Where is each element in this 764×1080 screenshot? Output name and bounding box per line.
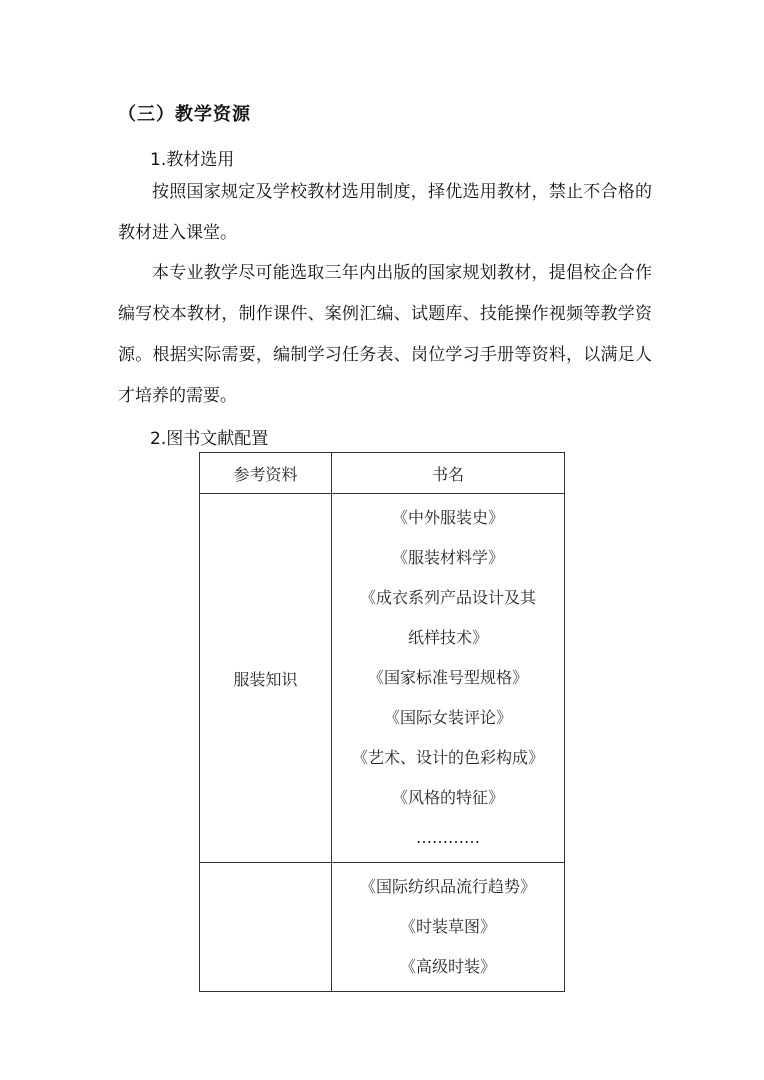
book-title: 《艺术、设计的色彩构成》 <box>351 748 544 767</box>
textbook-paragraph-2: 本专业教学尽可能选取三年内出版的国家规划教材，提倡校企合作编写校本教材，制作课件、案例汇编、试题库、技能操作视频等教学资源。根据实际需要，编制学习任务表、岗位学习手册等资料，以满足人才培养的需要。 <box>118 263 652 406</box>
book-title: 《成衣系列产品设计及其 <box>359 588 536 607</box>
table-row <box>200 863 565 992</box>
ellipsis-more: ………… <box>416 828 480 847</box>
table-header-row <box>200 453 565 494</box>
book-title: 《服装材料学》 <box>391 548 504 567</box>
category-cell: 服装知识 <box>200 494 332 863</box>
section-heading: （三）教学资源 <box>118 104 251 125</box>
header-book-title: 书名 <box>332 453 565 494</box>
book-title: 《国际纺织品流行趋势》 <box>359 877 536 896</box>
table-row <box>200 494 565 863</box>
textbook-heading: 1.教材选用 <box>150 150 235 170</box>
book-list-cell <box>332 863 565 992</box>
book-title: 《风格的特征》 <box>391 788 504 807</box>
book-title: 《高级时装》 <box>399 957 496 976</box>
library-heading: 2.图书文献配置 <box>150 429 269 449</box>
book-list-cell <box>332 494 565 863</box>
book-title: 《时装草图》 <box>399 917 496 936</box>
reference-table <box>199 452 565 992</box>
book-title: 纸样技术》 <box>407 628 488 647</box>
category-cell <box>200 863 332 992</box>
textbook-paragraph-1: 按照国家规定及学校教材选用制度，择优选用教材，禁止不合格的教材进入课堂。 <box>118 182 652 243</box>
book-title: 《中外服装史》 <box>391 508 504 527</box>
header-reference-material: 参考资料 <box>200 453 332 494</box>
book-title: 《国家标准号型规格》 <box>367 668 528 687</box>
book-title: 《国际女装评论》 <box>383 708 512 727</box>
